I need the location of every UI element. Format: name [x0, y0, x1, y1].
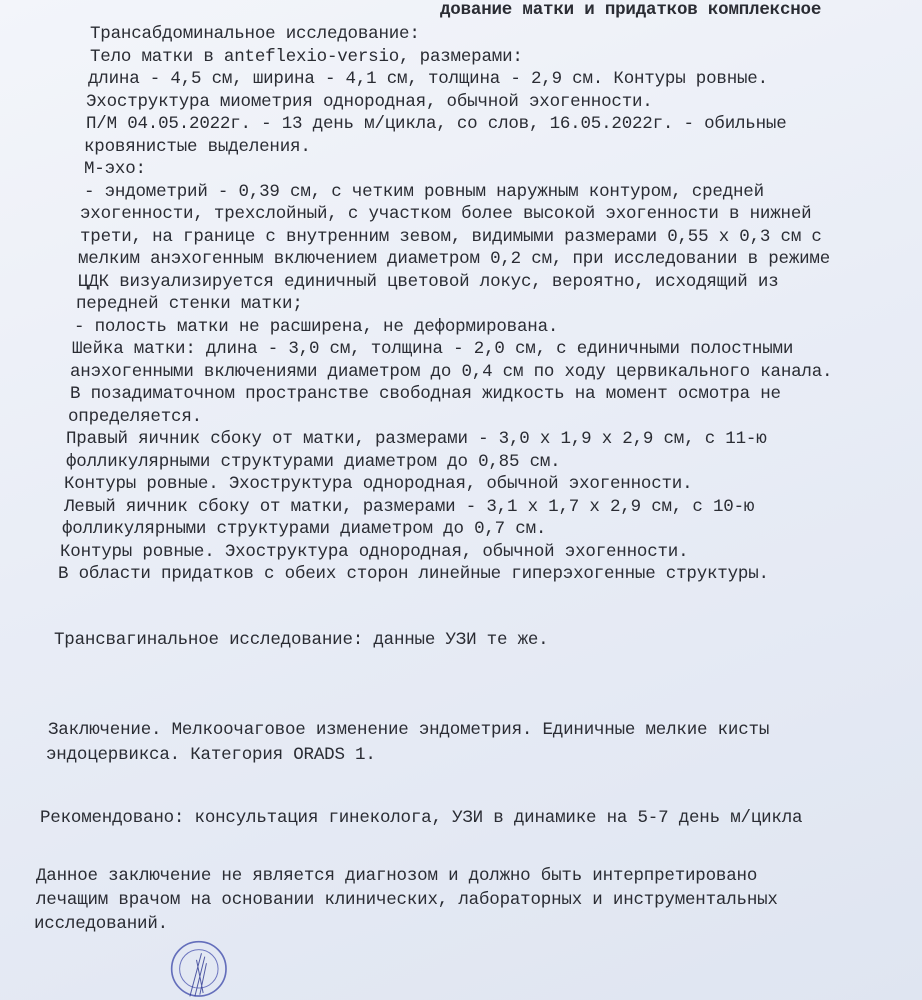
- text-line: передней стенки матки;: [76, 294, 303, 314]
- text-line: исследований.: [34, 914, 168, 934]
- text-line: М-эхо:: [84, 159, 146, 179]
- text-line: фолликулярными структурами диаметром до 0,85 см.: [66, 452, 561, 472]
- text-line: длина - 4,5 см, ширина - 4,1 см, толщина - 2,9 см. Контуры ровные.: [88, 69, 768, 89]
- stamp-seal: [170, 940, 228, 998]
- text-line: В позадиматочном пространстве свободная жидкость на момент осмотра не: [70, 384, 781, 404]
- text-line: трети, на границе с внутренним зевом, видимыми размерами 0,55 х 0,3 см с: [80, 227, 822, 247]
- text-line: Заключение. Мелкоочаговое изменение эндометрия. Единичные мелкие кисты: [48, 720, 770, 740]
- text-line: Рекомендовано: консультация гинеколога, УЗИ в динамике на 5-7 день м/цикла: [40, 808, 803, 828]
- text-line: эхогенности, трехслойный, с участком более высокой эхогенности в нижней: [80, 204, 812, 224]
- text-line: В области придатков с обеих сторон линейные гиперэхогенные структуры.: [58, 564, 769, 584]
- text-line: анэхогенными включениями диаметром до 0,4 см по ходу цервикального канала.: [70, 362, 833, 382]
- text-line: П/М 04.05.2022г. - 13 день м/цикла, со слов, 16.05.2022г. - обильные: [86, 114, 787, 134]
- text-line: Трансабдоминальное исследование:: [90, 24, 420, 44]
- text-line: определяется.: [68, 407, 202, 427]
- text-line: Трансвагинальное исследование: данные УЗИ те же.: [54, 630, 549, 650]
- text-line: Контуры ровные. Эхоструктура однородная, обычной эхогенности.: [60, 542, 689, 562]
- text-line: эндоцервикса. Категория ORADS 1.: [46, 745, 376, 765]
- text-line: мелким анэхогенным включением диаметром 0,2 см, при исследовании в режиме: [78, 249, 831, 269]
- text-line: - полость матки не расширена, не деформирована.: [74, 317, 559, 337]
- document-header: дование матки и придатков комплексное: [440, 0, 822, 20]
- text-line: фолликулярными структурами диаметром до 0,7 см.: [62, 519, 547, 539]
- text-line: Тело матки в anteflexio-versio, размерами:: [90, 47, 523, 67]
- text-line: Левый яичник сбоку от матки, размерами - 3,1 х 1,7 х 2,9 см, с 10-ю: [64, 497, 755, 517]
- text-line: - эндометрий - 0,39 см, с четким ровным наружным контуром, средней: [84, 182, 764, 202]
- text-line: Эхоструктура миометрия однородная, обычной эхогенности.: [86, 92, 653, 112]
- text-line: Правый яичник сбоку от матки, размерами - 3,0 х 1,9 х 2,9 см, с 11-ю: [66, 429, 767, 449]
- text-line: лечащим врачом на основании клинических, лабораторных и инструментальных: [36, 890, 778, 910]
- text-line: Шейка матки: длина - 3,0 см, толщина - 2,0 см, с единичными полостными: [72, 339, 794, 359]
- text-line: кровянистые выделения.: [84, 137, 311, 157]
- text-line: Данное заключение не является диагнозом и должно быть интерпретировано: [36, 866, 758, 886]
- text-line: Контуры ровные. Эхоструктура однородная, обычной эхогенности.: [64, 474, 693, 494]
- text-line: ЦДК визуализируется единичный цветовой локус, вероятно, исходящий из: [78, 272, 779, 292]
